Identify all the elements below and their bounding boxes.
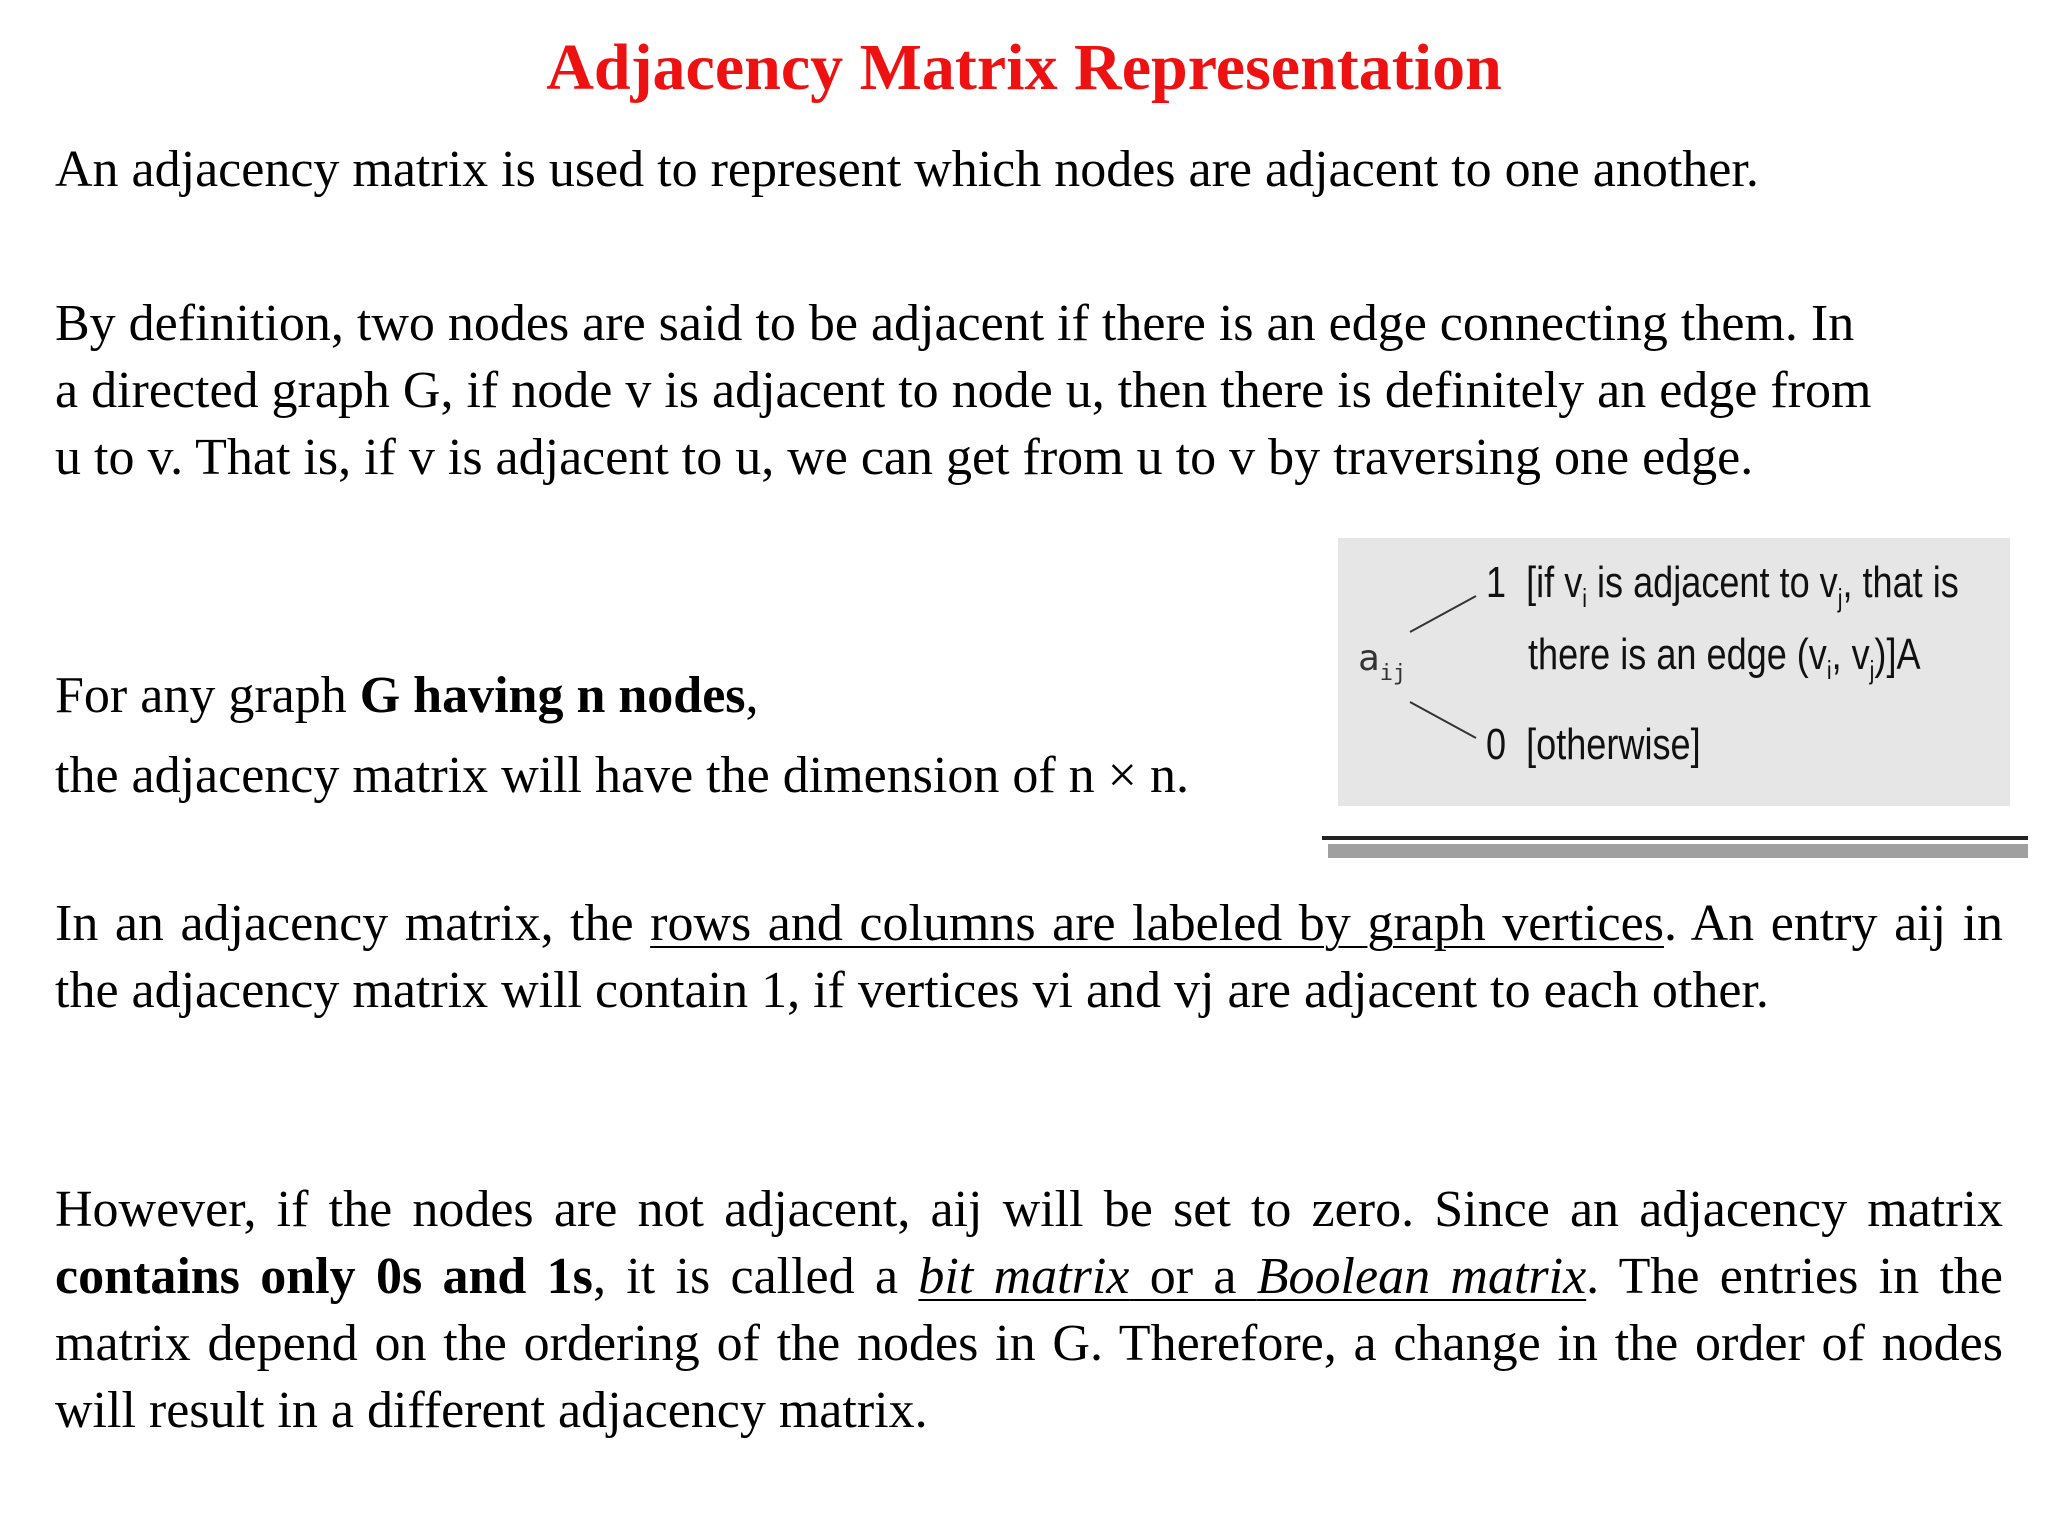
dimension-paragraph [55, 656, 1295, 816]
adjacency-formula-figure [1338, 538, 2010, 806]
boolean-matrix-paragraph: However, if the nodes are not adjacent, aij will be set to zero. Since an adjacency matrix contains only 0s and 1s, it is called a bit matrix or a Boolean matrix. The entries in the matrix depend on the ordering of the nodes in G. Therefore, a change in the order of nodes will result in a different adjacency matrix. [55, 1181, 2003, 1439]
rows-columns-underlined: rows and columns are labeled by graph vertices [650, 895, 1664, 952]
definition-line-3: u to v. That is, if v is adjacent to u, we can get from u to v by traversing one edge. [55, 429, 1754, 486]
figure-rule-grey [1328, 844, 2028, 858]
intro-paragraph: An adjacency matrix is used to represent which nodes are adjacent to one another. [55, 141, 1759, 198]
boolean-matrix-term: Boolean matrix [1256, 1248, 1587, 1305]
figure-rule-dark [1322, 836, 2028, 840]
page-title: Adjacency Matrix Representation [546, 31, 1502, 104]
labeling-paragraph: In an adjacency matrix, the rows and columns are labeled by graph vertices. An entry aij in the adjacency matrix will contain 1, if vertices vi and vj are adjacent to each other. [55, 895, 2004, 1019]
definition-paragraph [55, 290, 1993, 491]
definition-line-2: a directed graph G, if node v is adjacent to node u, then there is definitely an edge from [55, 362, 1872, 419]
case-one-line-1: 1 [if $v_i$ is adjacent to $v_j$, that is [1486, 558, 1959, 613]
upper-case-line [1410, 596, 1476, 632]
zeros-ones-emphasis: contains only 0s and 1s [55, 1248, 593, 1305]
matrix-entry-symbol: $a_{ij}$ [1358, 638, 1407, 686]
dimension-line-2: the adjacency matrix will have the dimension of n × n. [55, 747, 1189, 804]
case-one-line-2: there is an edge ($v_i$, $v_j)]A$ [1528, 630, 1921, 685]
bit-matrix-term: bit matrix [918, 1248, 1130, 1305]
lower-case-line [1410, 702, 1476, 738]
definition-line-1: By definition, two nodes are said to be adjacent if there is an edge connecting them. In [55, 295, 1855, 352]
dimension-line-1: For any graph G having n nodes, [55, 667, 759, 724]
graph-n-nodes-emphasis: G having n nodes [359, 667, 746, 724]
case-zero-line: 0 [otherwise] [1486, 720, 1701, 769]
